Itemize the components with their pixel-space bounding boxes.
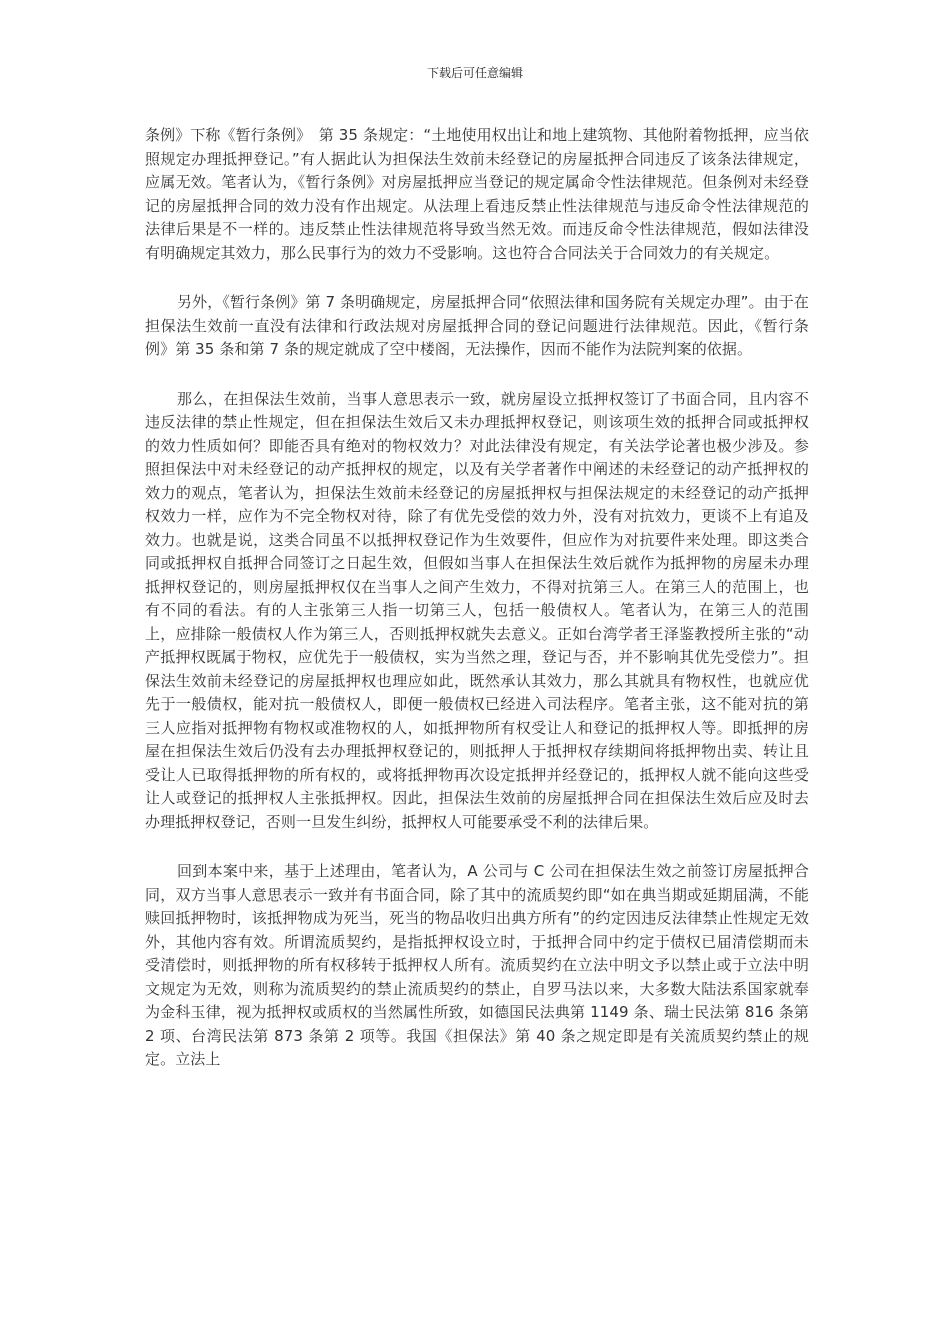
paragraph-2: 另外，《暂行条例》第 7 条明确规定，房屋抵押合同“依照法律和国务院有关规定办理”。由于在担保法生效前一直没有法律和行政法规对房屋抵押合同的登记问题进行法律规范。因此，《暂行条例》第 35 条和第 7 条的规定就成了空中楼阁，无法操作，因而不能作为法院判案的依据。	[145, 293, 809, 358]
paragraph-3: 那么，在担保法生效前，当事人意思表示一致，就房屋设立抵押权签订了书面合同，且内容不违反法律的禁止性规定，但在担保法生效后又未办理抵押权登记，则该项生效的抵押合同或抵押权的效力性质如何？即能否具有绝对的物权效力？对此法律没有规定，有关法学论著也极少涉及。参照担保法中对未经登记的动产抵押权的规定，以及有关学者著作中阐述的未经登记的动产抵押权的效力的观点，笔者认为，担保法生效前未经登记的房屋抵押权与担保法规定的未经登记的动产抵押权效力一样，应作为不完全物权对待，除了有优先受偿的效力外，没有对抗效力，更谈不上有追及效力。也就是说，这类合同虽不以抵押权登记作为生效要件，但应作为对抗要件来处理。即这类合同或抵押权自抵押合同签订之日起生效，但假如当事人在担保法生效后就作为抵押物的房屋未办理抵押权登记的，则房屋抵押权仅在当事人之间产生效力，不得对抗第三人。在第三人的范围上，也有不同的看法。有的人主张第三人指一切第三人，包括一般债权人。笔者认为，在第三人的范围上，应排除一般债权人作为第三人，否则抵押权就失去意义。正如台湾学者王泽鉴教授所主张的“动产抵押权既属于物权，应优先于一般债权，实为当然之理，登记与否，并不影响其优先受偿力”。担保法生效前未经登记的房屋抵押权也理应如此，既然承认其效力，那么其就具有物权性，也就应优先于一般债权，能对抗一般债权人，即便一般债权已经进入司法程序。笔者主张，这不能对抗的第三人应指对抵押物有物权或准物权的人，如抵押物所有权受让人和登记的抵押权人等。即抵押的房屋在担保法生效后仍没有去办理抵押权登记的，则抵押人于抵押权存续期间将抵押物出卖、转让且受让人已取得抵押物的所有权的，或将抵押物再次设定抵押并经登记的，抵押权人就不能向这些受让人或登记的抵押权人主张抵押权。因此，担保法生效前的房屋抵押合同在担保法生效后应及时去办理抵押权登记，否则一旦发生纠纷，抵押权人可能要承受不利的法律后果。	[145, 389, 809, 831]
page-header: 下载后可任意编辑	[426, 66, 523, 80]
document-body	[145, 124, 809, 1072]
paragraph-4: 回到本案中来，基于上述理由，笔者认为，A 公司与 C 公司在担保法生效之前签订房屋抵押合同，双方当事人意思表示一致并有书面合同，除了其中的流质契约即“如在典当期或延期届满，不能赎回抵押物时，该抵押物成为死当，死当的物品收归出典方所有”的约定因违反法律禁止性规定无效外，其他内容有效。所谓流质契约，是指抵押权设立时，于抵押合同中约定于债权已届清偿期而未受清偿时，则抵押物的所有权移转于抵押权人所有。流质契约在立法中明文予以禁止或于立法中明文规定为无效，则称为流质契约的禁止流质契约的禁止，自罗马法以来，大多数大陆法系国家就奉为金科玉律，视为抵押权或质权的当然属性所致，如德国民法典第 1149 条、瑞士民法第 816 条第 2 项、台湾民法第 873 条第 2 项等。我国《担保法》第 40 条之规定即是有关流质契约禁止的规定。立法上	[145, 862, 809, 1068]
paragraph-1: 条例》下称《暂行条例》 第 35 条规定：“土地使用权出让和地上建筑物、其他附着物抵押，应当依照规定办理抵押登记。”有人据此认为担保法生效前未经登记的房屋抵押合同违反了该条法律规定，应属无效。笔者认为，《暂行条例》对房屋抵押应当登记的规定属命令性法律规范。但条例对未经登记的房屋抵押合同的效力没有作出规定。从法理上看违反禁止性法律规范与违反命令性法律规范的法律后果是不一样的。违反禁止性法律规范将导致当然无效。而违反命令性法律规范，假如法律没有明确规定其效力，那么民事行为的效力不受影响。这也符合合同法关于合同效力的有关规定。	[145, 126, 809, 262]
